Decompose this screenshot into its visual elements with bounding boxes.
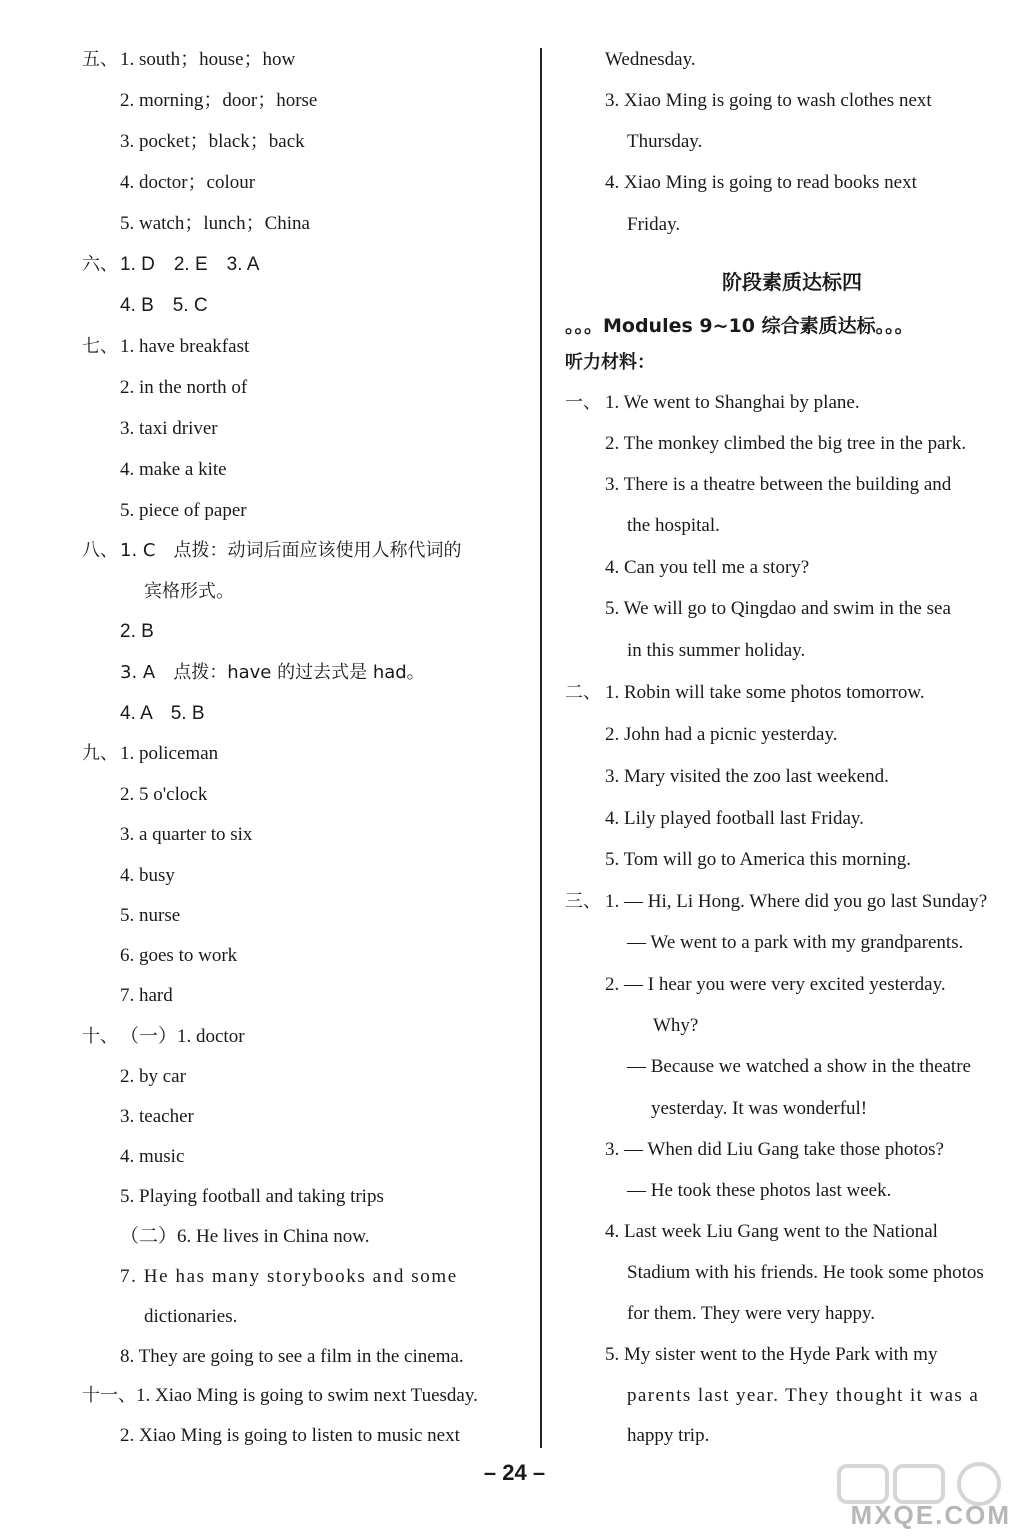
answer-line: 5. nurse [120, 905, 181, 926]
answer-line: 4. A 5. B [120, 703, 205, 724]
answer-line: 7. hard [120, 985, 173, 1006]
section-8-label: 八、 [82, 540, 118, 561]
section-10-label: 十、 [82, 1026, 118, 1047]
answer-line: 5. piece of paper [120, 500, 247, 521]
answer-line: 1. D 2. E 3. A [120, 254, 260, 275]
section-9-label: 九、 [82, 743, 118, 764]
answer-line: 2. 5 o'clock [120, 784, 208, 805]
answer-line: 1. have breakfast [120, 336, 250, 357]
transcript-line: 1. We went to Shanghai by plane. [605, 392, 860, 413]
transcript-line: 1. Robin will take some photos tomorrow. [605, 682, 925, 703]
answer-line: Thursday. [627, 131, 703, 152]
answer-line: 4. music [120, 1146, 185, 1167]
answer-line: 4. Xiao Ming is going to read books next [605, 172, 917, 193]
page-number: – 24 – [483, 1460, 546, 1485]
answer-line: 宾格形式。 [144, 581, 234, 602]
answer-line: 1. south；house；how [120, 49, 296, 70]
transcript-line: — We went to a park with my grandparents. [627, 932, 964, 953]
part-3-label: 三、 [565, 891, 601, 912]
answer-line: 2. in the north of [120, 377, 248, 398]
answer-line: 4. doctor；colour [120, 172, 256, 193]
watermark-text: MXQE.COM [850, 1500, 1011, 1530]
answer-line: 5. Playing football and taking trips [120, 1186, 384, 1207]
transcript-line: for them. They were very happy. [627, 1303, 875, 1324]
answer-line: （一）1. doctor [120, 1026, 245, 1047]
transcript-line: 4. Lily played football last Friday. [605, 808, 864, 829]
answer-line: 2. B [120, 621, 154, 642]
answer-line: 4. make a kite [120, 459, 227, 480]
answer-line: 4. busy [120, 865, 175, 886]
transcript-line: 5. Tom will go to America this morning. [605, 849, 911, 870]
transcript-line: 3. There is a theatre between the building and [605, 474, 952, 495]
answer-line: 3. teacher [120, 1106, 194, 1127]
answer-line: 2. by car [120, 1066, 186, 1087]
transcript-line: 2. John had a picnic yesterday. [605, 724, 838, 745]
answer-line: 3. taxi driver [120, 418, 218, 439]
transcript-line: in this summer holiday. [627, 640, 806, 661]
section-heading: 阶段素质达标四 [722, 270, 862, 294]
section-11-label: 十一、 [82, 1385, 136, 1406]
transcript-line: 3. Mary visited the zoo last weekend. [605, 766, 889, 787]
answer-line: 7. He has many storybooks and some [120, 1266, 458, 1287]
answer-line: 8. They are going to see a film in the cinema. [120, 1346, 464, 1367]
section-7-label: 七、 [82, 336, 118, 357]
answer-line: 1. C 点拨：动词后面应该使用人称代词的 [120, 540, 462, 561]
transcript-line: 3. — When did Liu Gang take those photos? [605, 1139, 944, 1160]
transcript-line: Stadium with his friends. He took some photos [627, 1262, 984, 1283]
transcript-line: Why? [653, 1015, 699, 1036]
answer-line: Wednesday. [605, 49, 696, 70]
answer-line: 1. policeman [120, 743, 219, 764]
transcript-line: 5. We will go to Qingdao and swim in the sea [605, 598, 951, 619]
answer-line: 3. Xiao Ming is going to wash clothes next [605, 90, 932, 111]
transcript-line: parents last year. They thought it was a [627, 1385, 980, 1406]
answer-line: 1. Xiao Ming is going to swim next Tuesday. [136, 1385, 478, 1406]
answer-line: dictionaries. [144, 1306, 238, 1327]
answer-line: 3. pocket；black；back [120, 131, 305, 152]
section-6-label: 六、 [82, 254, 118, 275]
answer-line: 2. Xiao Ming is going to listen to music next [120, 1425, 460, 1446]
section-5-label: 五、 [82, 49, 118, 70]
answer-line: 2. morning；door；horse [120, 90, 318, 111]
answer-line: 3. a quarter to six [120, 824, 253, 845]
listening-label: 听力材料： [565, 352, 655, 373]
transcript-line: 5. My sister went to the Hyde Park with my [605, 1344, 938, 1365]
transcript-line: 2. — I hear you were very excited yesterday. [605, 974, 946, 995]
part-2-label: 二、 [565, 682, 601, 703]
answer-line: 3. A 点拨：have 的过去式是 had。 [120, 662, 425, 683]
transcript-line: 1. — Hi, Li Hong. Where did you go last Sunday? [605, 891, 988, 912]
transcript-line: 4. Last week Liu Gang went to the National [605, 1221, 938, 1242]
transcript-line: 4. Can you tell me a story? [605, 557, 810, 578]
answer-line: 4. B 5. C [120, 295, 208, 316]
transcript-line: — Because we watched a show in the theatre [627, 1056, 971, 1077]
column-divider [540, 48, 542, 1448]
answer-line: 6. goes to work [120, 945, 238, 966]
transcript-line: yesterday. It was wonderful! [651, 1098, 868, 1119]
answer-line: Friday. [627, 214, 681, 235]
answer-line: 5. watch；lunch；China [120, 213, 310, 234]
transcript-line: the hospital. [627, 515, 720, 536]
transcript-line: 2. The monkey climbed the big tree in the park. [605, 433, 967, 454]
section-subheading: 。。。Modules 9~10 综合素质达标。。。 [565, 315, 914, 337]
answer-line: （二）6. He lives in China now. [120, 1226, 370, 1247]
transcript-line: happy trip. [627, 1425, 710, 1446]
part-1-label: 一、 [565, 392, 601, 413]
transcript-line: — He took these photos last week. [627, 1180, 892, 1201]
